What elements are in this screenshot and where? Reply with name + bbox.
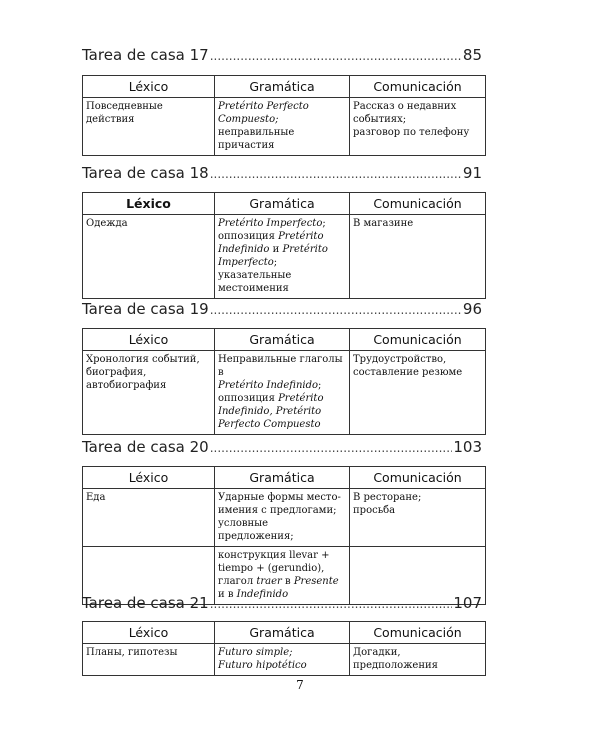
cell-gramatica bbox=[215, 351, 350, 435]
cell-line: Ударные формы место- bbox=[218, 492, 341, 503]
cell-line: причастия bbox=[218, 140, 275, 151]
cell-line: условные предложения; bbox=[218, 518, 294, 542]
cell-line: Рассказ о недавних bbox=[353, 101, 457, 112]
table-header-row bbox=[83, 76, 486, 98]
section-tarea-18 bbox=[82, 164, 482, 294]
cell-text: В магазине bbox=[353, 218, 414, 229]
cell-text-part: Indefinido, Pretérito bbox=[218, 406, 322, 417]
header-lexico: Léxico bbox=[83, 467, 215, 489]
header-lexico: Léxico bbox=[83, 76, 215, 98]
cell-text-part: Pretérito bbox=[278, 231, 324, 242]
cell-line: Futuro hipotético bbox=[218, 660, 307, 671]
section-heading bbox=[82, 438, 482, 456]
cell-comunicacion bbox=[350, 644, 486, 676]
table-header-row bbox=[83, 329, 486, 351]
header-lexico: Léxico bbox=[83, 329, 215, 351]
cell-line: автобиография bbox=[86, 380, 167, 391]
header-lexico: Léxico bbox=[83, 193, 215, 215]
cell-text-part: tiempo + (gerundio), bbox=[218, 563, 325, 574]
section-page: 96 bbox=[462, 300, 482, 318]
header-comunicacion: Comunicación bbox=[350, 467, 486, 489]
cell-comunicacion bbox=[350, 98, 486, 156]
header-gramatica: Gramática bbox=[215, 622, 350, 644]
cell-text-part: и в bbox=[218, 589, 237, 600]
header-comunicacion: Comunicación bbox=[350, 622, 486, 644]
cell-line: Futuro simple; bbox=[218, 647, 293, 658]
cell-text-part: traer bbox=[256, 576, 282, 587]
cell-gramatica bbox=[215, 98, 350, 156]
section-title: Tarea de casa 18 bbox=[82, 164, 209, 182]
section-heading bbox=[82, 46, 482, 64]
section-heading bbox=[82, 164, 482, 182]
leader-dots bbox=[210, 47, 462, 65]
cell-gramatica bbox=[215, 489, 350, 547]
cell-text-part: и bbox=[269, 244, 283, 255]
cell-text-part: ; bbox=[318, 380, 322, 391]
leader-dots bbox=[210, 439, 453, 457]
cell-gramatica bbox=[215, 644, 350, 676]
section-tarea-19 bbox=[82, 300, 482, 430]
table-header-row bbox=[83, 193, 486, 215]
section-tarea-21 bbox=[82, 594, 482, 671]
cell-text-part: указательные bbox=[218, 270, 292, 281]
cell-line: биография, bbox=[86, 367, 147, 378]
cell-line: неправильные bbox=[218, 127, 295, 138]
cell-gramatica bbox=[215, 215, 350, 299]
leader-dots bbox=[210, 301, 462, 319]
section-title: Tarea de casa 19 bbox=[82, 300, 209, 318]
cell-text-part: местоимения bbox=[218, 283, 289, 294]
section-table bbox=[82, 328, 486, 435]
cell-text-part: Imperfecto bbox=[218, 257, 274, 268]
cell-line: просьба bbox=[353, 505, 396, 516]
cell-line: Pretérito Perfecto bbox=[218, 101, 309, 112]
leader-dots bbox=[210, 165, 462, 183]
cell-text: Одежда bbox=[86, 218, 128, 229]
cell-text-part: оппозиция bbox=[218, 393, 279, 404]
cell-text-part: глагол bbox=[218, 576, 257, 587]
section-page: 91 bbox=[462, 164, 482, 182]
table-header-row bbox=[83, 467, 486, 489]
cell-line: имения с предлогами; bbox=[218, 505, 337, 516]
cell-lexico bbox=[83, 98, 215, 156]
cell-text-part: Неправильные глаголы в bbox=[218, 354, 343, 378]
cell-lexico bbox=[83, 351, 215, 435]
header-gramatica: Gramática bbox=[215, 76, 350, 98]
cell-line: событиях; bbox=[353, 114, 407, 125]
cell-text-part: Presente bbox=[293, 576, 339, 587]
section-title: Tarea de casa 17 bbox=[82, 46, 209, 64]
table-row bbox=[83, 489, 486, 547]
table-header-row bbox=[83, 622, 486, 644]
section-tarea-17 bbox=[82, 46, 482, 151]
cell-line: Хронология событий, bbox=[86, 354, 200, 365]
section-heading bbox=[82, 300, 482, 318]
cell-text-part: Pretérito Imperfecto bbox=[218, 218, 323, 229]
cell-text-part: Indefinido bbox=[218, 244, 270, 255]
cell-comunicacion bbox=[350, 351, 486, 435]
header-gramatica: Gramática bbox=[215, 193, 350, 215]
table-row bbox=[83, 98, 486, 156]
cell-comunicacion bbox=[350, 489, 486, 547]
cell-line: Compuesto; bbox=[218, 114, 279, 125]
header-gramatica: Gramática bbox=[215, 467, 350, 489]
cell-text-part: ; bbox=[322, 218, 326, 229]
cell-text-part: оппозиция bbox=[218, 231, 279, 242]
cell-line: В ресторане; bbox=[353, 492, 422, 503]
cell-text: Повседневные действия bbox=[86, 101, 163, 125]
header-gramatica: Gramática bbox=[215, 329, 350, 351]
cell-lexico bbox=[83, 215, 215, 299]
header-lexico: Léxico bbox=[83, 622, 215, 644]
cell-text-part: в bbox=[281, 576, 294, 587]
section-table bbox=[82, 192, 486, 299]
section-page: 103 bbox=[453, 438, 482, 456]
cell-lexico bbox=[83, 489, 215, 547]
header-comunicacion: Comunicación bbox=[350, 329, 486, 351]
cell-line: составление резюме bbox=[353, 367, 463, 378]
section-table bbox=[82, 75, 486, 156]
cell-line: разговор по телефону bbox=[353, 127, 470, 138]
section-table bbox=[82, 621, 486, 676]
header-comunicacion: Comunicación bbox=[350, 193, 486, 215]
table-row bbox=[83, 351, 486, 435]
cell-text-part: Perfecto Compuesto bbox=[218, 419, 321, 430]
header-comunicacion: Comunicación bbox=[350, 76, 486, 98]
cell-text: Догадки, предположения bbox=[353, 647, 438, 671]
cell-text-part: ; bbox=[273, 257, 278, 268]
page-number: 7 bbox=[296, 678, 304, 692]
table-row bbox=[83, 644, 486, 676]
cell-text-part: Pretérito Indefinido bbox=[218, 380, 318, 391]
cell-text: Еда bbox=[86, 492, 106, 503]
cell-text-part: Indefinido bbox=[236, 589, 289, 600]
section-table bbox=[82, 466, 486, 605]
cell-text: Планы, гипотезы bbox=[86, 647, 178, 658]
cell-text-part: Pretérito bbox=[278, 393, 324, 404]
leader-dots bbox=[210, 595, 453, 613]
cell-comunicacion bbox=[350, 215, 486, 299]
section-tarea-20 bbox=[82, 438, 482, 600]
section-heading bbox=[82, 594, 482, 612]
cell-text-part: Pretérito bbox=[282, 244, 328, 255]
section-page: 85 bbox=[462, 46, 482, 64]
table-row bbox=[83, 215, 486, 299]
cell-line: Трудоустройство, bbox=[353, 354, 447, 365]
cell-lexico bbox=[83, 644, 215, 676]
cell-text-part: конструкция llevar + bbox=[218, 550, 330, 561]
section-title: Tarea de casa 20 bbox=[82, 438, 209, 456]
section-page: 107 bbox=[453, 594, 482, 612]
section-title: Tarea de casa 21 bbox=[82, 594, 209, 612]
